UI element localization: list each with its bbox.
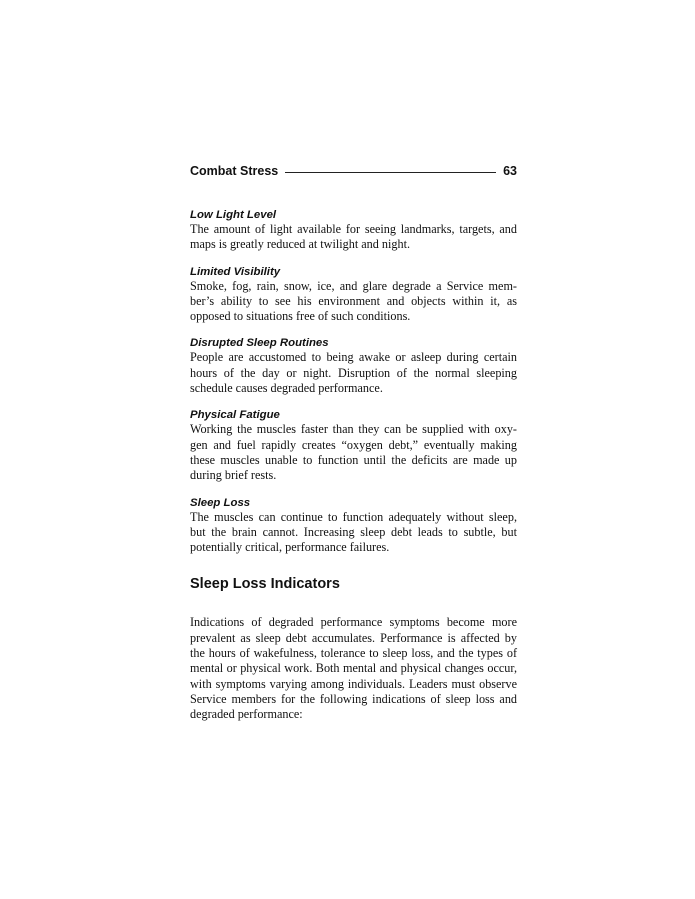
section-heading: Limited Visibility	[190, 265, 281, 278]
section-physical-fatigue	[190, 408, 517, 483]
section-low-light-level	[190, 208, 517, 253]
section-paragraph: The amount of light available for seeing landmarks, targets, and maps is greatly reduced at twilight and night.	[190, 222, 517, 252]
header-title: Combat Stress	[190, 164, 279, 178]
section-paragraph: Smoke, fog, rain, snow, ice, and glare degrade a Service mem-ber’s ability to see his environment and objects within it, as opposed to situations free of such conditions.	[190, 278, 517, 324]
section-paragraph: People are accustomed to being awake or asleep during certain hours of the day or night. Disruption of the normal sleeping schedule causes degraded performance.	[190, 350, 517, 396]
running-header	[190, 162, 517, 180]
section-limited-visibility	[190, 265, 517, 325]
section-heading: Disrupted Sleep Routines	[190, 337, 329, 350]
page-number: 63	[503, 164, 517, 178]
sleep-loss-indicators-heading: Sleep Loss Indicators	[190, 576, 340, 593]
section-paragraph: The muscles can continue to function adequately without sleep, but the brain cannot. Increasing sleep debt leads to subtle, but potentially critical, performance failures.	[190, 509, 517, 555]
section-disrupted-sleep-routines	[190, 336, 517, 396]
section-paragraph: Working the muscles faster than they can be supplied with oxy-gen and fuel rapidly creates “oxygen debt,” eventually making these muscles unable to function until the deficits are made up during brief rests.	[190, 422, 517, 483]
sleep-loss-indicators-paragraph: Indications of degraded performance symptoms become more prevalent as sleep debt accumulates. Performance is affected by the hours of wakefulness, tolerance to sleep loss, and the types of mental or physical work. Both mental and physical changes occur, with symptoms varying among individuals. Leaders must observe Service members for the following indications of sleep loss and degraded performance:	[190, 615, 518, 722]
section-heading: Physical Fatigue	[190, 409, 280, 422]
section-sleep-loss	[190, 496, 517, 556]
header-rule	[285, 172, 496, 173]
page-content	[190, 162, 517, 723]
section-heading: Low Light Level	[190, 209, 277, 221]
section-heading: Sleep Loss	[190, 496, 251, 509]
